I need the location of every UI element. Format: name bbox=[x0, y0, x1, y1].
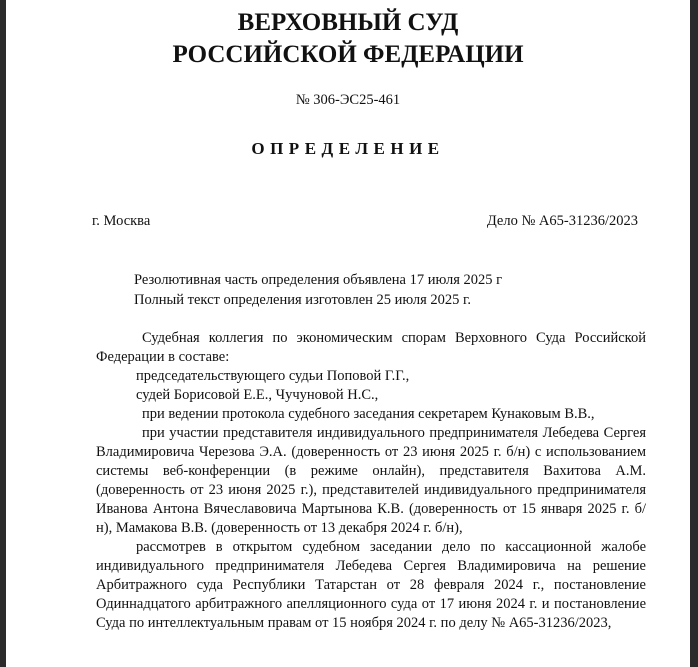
court-name-line2: РОССИЙСКОЙ ФЕДЕРАЦИИ bbox=[172, 41, 524, 68]
paragraph-presiding-judge: председательствующего судьи Поповой Г.Г., bbox=[136, 368, 410, 384]
document-page bbox=[6, 0, 690, 667]
court-name-line1: ВЕРХОВНЫЙ СУД bbox=[237, 9, 459, 36]
case-number: № 306-ЭС25-461 bbox=[295, 92, 401, 108]
document-body bbox=[96, 329, 646, 633]
paragraph-secretary: при ведении протокола судебного заседания секретарем Кунаковым В.В., bbox=[142, 406, 595, 422]
window-frame-right bbox=[690, 0, 698, 667]
paragraph-participants: при участии представителя индивидуального предпринимателя Лебедева Сергея Владимировича Черезова Э.А. (доверенность от 23 июня 2025 г. б/н) с использованием системы веб-конференции (в режиме онлайн), представителя Вахитова А.М. (доверенность от 23 июня 2025 г.), представителей индивидуального предпринимателя Иванова Антона Вячеславовича Мартынова К.В. (доверенность от 15 января 2025 г. б/н), Мамакова В.В. (доверенность от 13 декабря 2024 г. б/н), bbox=[96, 425, 646, 536]
document-type-heading: ОПРЕДЕЛЕНИЕ bbox=[251, 139, 445, 158]
resolutive-part-announcement: Резолютивная часть определения объявлена 17 июля 2025 г bbox=[134, 272, 503, 288]
paragraph-judges: судей Борисовой Е.Е., Чучуновой Н.С., bbox=[136, 387, 379, 403]
paragraph-considered: рассмотрев в открытом судебном заседании дело по кассационной жалобе индивидуального предпринимателя Лебедева Сергея Владимировича на решение Арбитражного суда Республики Татарстан от 28 февраля 2024 г., постановление Одиннадцатого арбитражного апелляционного суда от 17 июня 2024 г. и постановление Суда по интеллектуальным правам от 15 ноября 2024 г. по делу № А65-31236/2023, bbox=[96, 539, 646, 631]
city: г. Москва bbox=[92, 213, 151, 229]
case-reference: Дело № А65-31236/2023 bbox=[486, 213, 638, 229]
paragraph-board: Судебная коллегия по экономическим спорам Верховного Суда Российской Федерации в составе: bbox=[96, 330, 646, 365]
full-text-announcement: Полный текст определения изготовлен 25 июля 2025 г. bbox=[134, 292, 471, 308]
